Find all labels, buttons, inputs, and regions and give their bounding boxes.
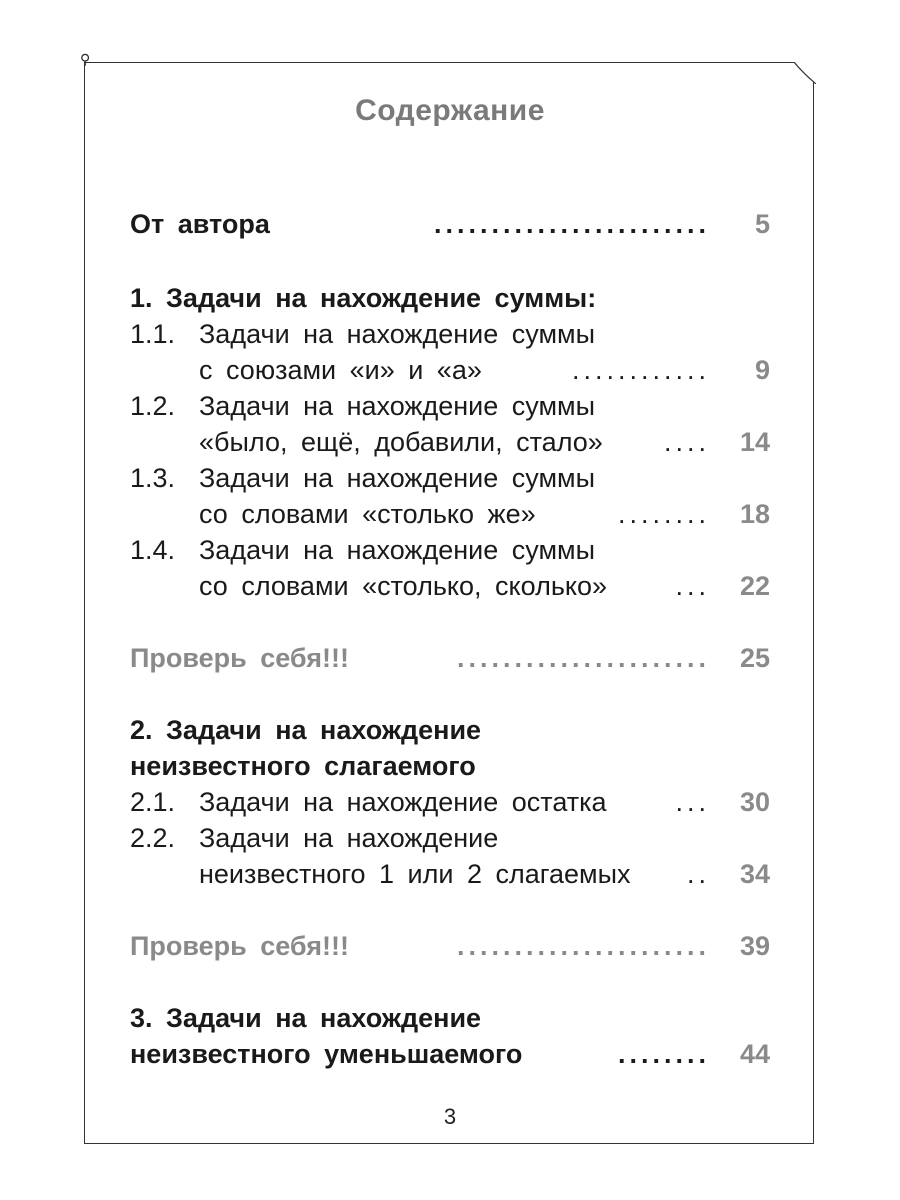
entry-number: 1.4.: [130, 535, 176, 565]
toc-entry-text: со словами «столько, сколько»: [199, 571, 608, 601]
toc-entry-text: неизвестного 1 или 2 слагаемых: [199, 859, 631, 889]
leader-dots: ......................: [456, 931, 710, 961]
leader-dots: ....: [663, 427, 710, 457]
toc-entry-text: Задачи на нахождение остатка: [199, 787, 607, 817]
leader-dots: ...: [675, 571, 710, 601]
entry-number: 2.1.: [130, 787, 176, 817]
corner-ornament-icon: ⚲: [80, 51, 91, 67]
toc-entry-1-1-cont: [130, 352, 770, 388]
page-ref: 25: [739, 643, 770, 673]
leader-dots: ........: [617, 499, 710, 529]
entry-number: 1.3.: [130, 463, 176, 493]
toc-section-3-cont: [130, 1036, 770, 1072]
leader-dots: ...: [675, 787, 710, 817]
page-ref: 14: [739, 427, 770, 457]
page-ref: 44: [739, 1039, 770, 1069]
toc-entry-1-2-cont: [130, 424, 770, 460]
toc-entry-1-3-cont: [130, 496, 770, 532]
page-ref: 22: [739, 571, 770, 601]
toc-entry-check-1: [130, 640, 770, 676]
toc-entry-1-1: [130, 316, 770, 352]
leader-dots: ........................: [433, 209, 710, 239]
folded-corner-icon: [794, 62, 816, 84]
toc-entry-text: Задачи на нахождение суммы: [199, 319, 595, 349]
toc-entry-2-2: [130, 820, 770, 856]
toc-entry-text: Задачи на нахождение суммы: [199, 391, 595, 421]
toc-entry-2-2-cont: [130, 856, 770, 892]
toc-entry-author: [130, 206, 770, 242]
section-heading: 3. Задачи на нахождение: [130, 1003, 482, 1033]
leader-dots: ..: [686, 859, 710, 889]
toc-entry-text: Задачи на нахождение: [199, 823, 499, 853]
entry-number: 2.2.: [130, 823, 176, 853]
page-ref: 9: [754, 355, 770, 385]
toc-entry-text: со словами «столько же»: [199, 499, 536, 529]
leader-dots: ............: [571, 355, 710, 385]
toc-entry-1-4-cont: [130, 568, 770, 604]
toc-entry-2-1: [130, 784, 770, 820]
toc-entry-1-3: [130, 460, 770, 496]
page-ref: 18: [739, 499, 770, 529]
toc-entry-text: Проверь себя!!!: [130, 931, 349, 961]
page-ref: 5: [754, 209, 770, 239]
toc-section-2: [130, 712, 770, 748]
toc-entry-1-2: [130, 388, 770, 424]
toc-entry-1-4: [130, 532, 770, 568]
leader-dots: ......................: [456, 643, 710, 673]
toc-entry-text: с союзами «и» и «а»: [199, 355, 482, 385]
entry-number: 1.1.: [130, 319, 176, 349]
toc-entry-check-2: [130, 928, 770, 964]
toc-entry-text: Задачи на нахождение суммы: [199, 535, 595, 565]
toc-section-2-cont: [130, 748, 770, 784]
toc-entry-text: «было, ещё, добавили, стало»: [199, 427, 603, 457]
toc-entry-text: От автора: [130, 209, 270, 239]
leader-dots: ........: [617, 1039, 710, 1069]
page-ref: 30: [739, 787, 770, 817]
entry-number: 1.2.: [130, 391, 176, 421]
section-heading: 1. Задачи на нахождение суммы:: [130, 283, 597, 313]
section-heading: неизвестного слагаемого: [130, 751, 476, 781]
page-ref: 34: [739, 859, 770, 889]
page-title: Содержание: [355, 94, 545, 127]
toc-entry-text: Задачи на нахождение суммы: [199, 463, 595, 493]
section-heading: неизвестного уменьшаемого: [130, 1039, 523, 1069]
section-heading: 2. Задачи на нахождение: [130, 715, 482, 745]
toc-section-3: [130, 1000, 770, 1036]
toc-entry-text: Проверь себя!!!: [130, 643, 349, 673]
page-ref: 39: [739, 931, 770, 961]
page-number: 3: [443, 1104, 457, 1129]
toc-section-1: [130, 280, 770, 316]
